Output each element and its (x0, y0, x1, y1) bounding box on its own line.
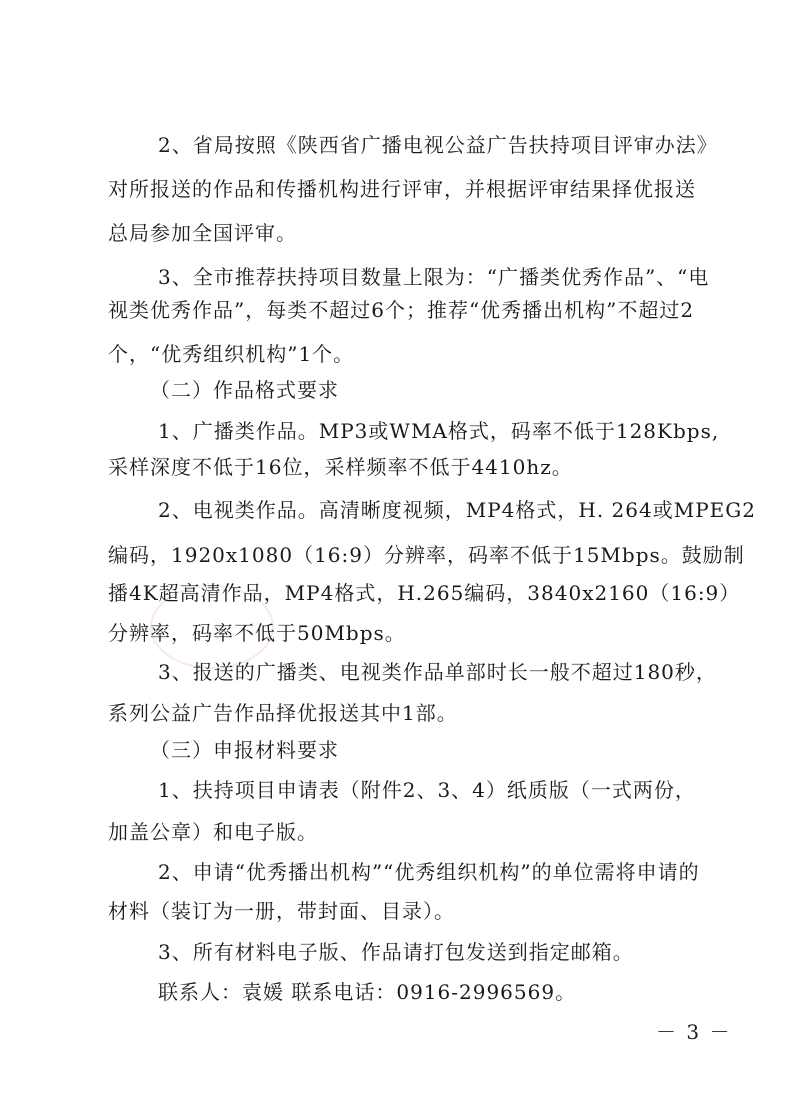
page-number: － 3 － (656, 1020, 732, 1044)
paragraph-line: 2、申请“优秀播出机构”“优秀组织机构”的单位需将申请的 (158, 860, 700, 884)
paragraph-line: 1、广播类作品。MP3或WMA格式，码率不低于128Kbps, (158, 419, 720, 443)
paragraph-line: 采样深度不低于16位，采样频率不低于4410hz。 (108, 455, 573, 479)
paragraph-line: 视类优秀作品”，每类不超过6个；推荐“优秀播出机构”不超过2 (108, 298, 695, 322)
paragraph-line: 对所报送的作品和传播机构进行评审，并根据评审结果择优报送 (108, 177, 696, 201)
section-heading: （二）作品格式要求 (150, 378, 339, 402)
paragraph-line: 3、全市推荐扶持项目数量上限为：“广播类优秀作品”、“电 (158, 265, 710, 289)
section-heading: （三）申报材料要求 (150, 738, 339, 762)
paragraph-line: 1、扶持项目申请表（附件2、3、4）纸质版（一式两份， (158, 778, 696, 802)
paragraph-line: 材料（装订为一册，带封面、目录）。 (108, 899, 455, 923)
paragraph-line: 系列公益广告作品择优报送其中1部。 (108, 701, 458, 725)
paragraph-line: 2、省局按照《陕西省广播电视公益广告扶持项目评审办法》 (158, 133, 718, 157)
paragraph-line: 个，“优秀组织机构”1个。 (108, 342, 355, 366)
paragraph-line: 3、报送的广播类、电视类作品单部时长一般不超过180秒， (158, 660, 717, 684)
paragraph-line: 编码，1920x1080（16:9）分辨率，码率不低于15Mbps。鼓励制 (108, 543, 745, 567)
paragraph-line: 分辨率，码率不低于50Mbps。 (108, 621, 406, 645)
paragraph-line: 2、电视类作品。高清晰度视频，MP4格式，H. 264或MPEG2 (158, 498, 756, 522)
paragraph-line: 3、所有材料电子版、作品请打包发送到指定邮箱。 (158, 940, 634, 964)
contact-line: 联系人：袁媛 联系电话：0916-2996569。 (158, 980, 577, 1004)
paragraph-line: 总局参加全国评审。 (108, 221, 297, 245)
paragraph-line: 加盖公章）和电子版。 (108, 820, 318, 844)
paragraph-line: 播4K超高清作品，MP4格式，H.265编码，3840x2160（16:9） (108, 581, 741, 605)
